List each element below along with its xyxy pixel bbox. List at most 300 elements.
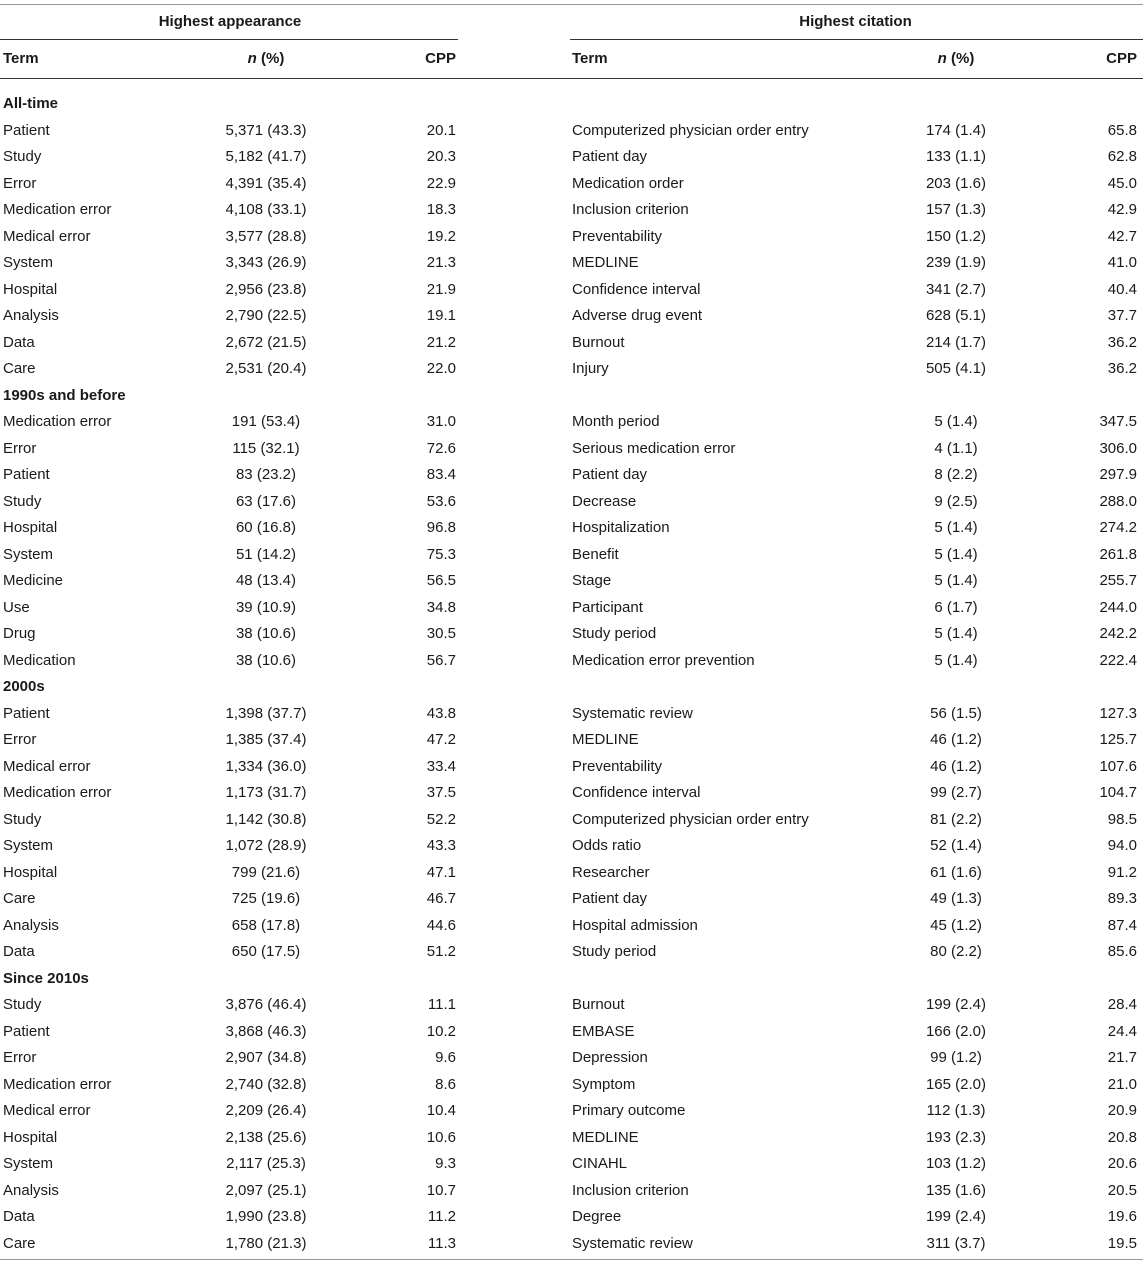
right-term-cell: Researcher (572, 864, 650, 881)
right-cpp-cell: 297.9 (1099, 466, 1137, 483)
left-cpp-cell: 47.2 (426, 731, 456, 748)
left-cpp-cell: 18.3 (426, 201, 456, 218)
left-term-cell: Analysis (3, 917, 59, 934)
left-term-cell: Hospital (3, 864, 58, 881)
left-term-cell: Data (3, 1208, 35, 1225)
left-term-cell: Study (3, 148, 42, 165)
header-highest-citation: Highest citation (799, 13, 912, 30)
n-symbol: n (937, 50, 947, 67)
right-term-cell: Inclusion criterion (572, 1182, 689, 1199)
left-term-cell: Study (3, 493, 42, 510)
right-term-cell: CINAHL (572, 1155, 628, 1172)
right-cpp-cell: 107.6 (1099, 758, 1137, 775)
left-term-cell: Patient (3, 466, 50, 483)
left-term-cell: Medical error (3, 758, 91, 775)
right-n-cell: 5 (1.4) (934, 572, 978, 589)
right-cpp-cell: 125.7 (1099, 731, 1137, 748)
column-header-term-right: Term (572, 50, 608, 67)
left-cpp-cell: 8.6 (435, 1076, 456, 1093)
right-cpp-cell: 19.5 (1107, 1235, 1137, 1252)
left-term-cell: Patient (3, 1023, 50, 1040)
table-row (0, 303, 1143, 329)
left-term-cell: Care (3, 890, 36, 907)
right-term-cell: Medication error prevention (572, 652, 755, 669)
right-n-cell: 80 (2.2) (930, 943, 982, 960)
right-term-cell: Odds ratio (572, 837, 642, 854)
right-cpp-cell: 20.5 (1107, 1182, 1137, 1199)
right-n-cell: 203 (1.6) (925, 175, 987, 192)
left-term-cell: System (3, 254, 54, 271)
right-n-cell: 81 (2.2) (930, 811, 982, 828)
left-cpp-cell: 52.2 (426, 811, 456, 828)
left-term-cell: System (3, 1155, 54, 1172)
left-term-cell: Use (3, 599, 30, 616)
table-row (0, 515, 1143, 541)
right-term-cell: Month period (572, 413, 660, 430)
left-n-cell: 3,868 (46.3) (225, 1023, 307, 1040)
right-n-cell: 5 (1.4) (934, 519, 978, 536)
column-header-n-left (166, 46, 366, 72)
percent-label: (%) (256, 50, 285, 67)
left-cpp-cell: 22.0 (426, 360, 456, 377)
right-cpp-cell: 28.4 (1107, 996, 1137, 1013)
left-cpp-cell: 96.8 (426, 519, 456, 536)
right-cpp-cell: 255.7 (1099, 572, 1137, 589)
left-term-cell: Medication error (3, 784, 112, 801)
left-n-cell: 658 (17.8) (231, 917, 301, 934)
left-n-cell: 2,790 (22.5) (225, 307, 307, 324)
right-cpp-cell: 87.4 (1107, 917, 1137, 934)
left-term-cell: Analysis (3, 307, 59, 324)
right-n-cell: 112 (1.3) (926, 1102, 986, 1119)
section-title: Since 2010s (3, 970, 89, 987)
right-n-cell: 103 (1.2) (925, 1155, 987, 1172)
left-cpp-cell: 21.9 (426, 281, 456, 298)
left-cpp-cell: 30.5 (426, 625, 456, 642)
right-n-cell: 505 (4.1) (925, 360, 987, 377)
table-row (0, 277, 1143, 303)
right-term-cell: Patient day (572, 466, 648, 483)
right-term-cell: Decrease (572, 493, 637, 510)
left-term-cell: Analysis (3, 1182, 59, 1199)
left-n-cell: 1,334 (36.0) (225, 758, 307, 775)
right-n-cell: 4 (1.1) (934, 440, 978, 457)
table-row (0, 1098, 1143, 1124)
left-term-cell: Study (3, 811, 42, 828)
table-row (0, 992, 1143, 1018)
left-n-cell: 38 (10.6) (235, 652, 297, 669)
left-term-cell: Care (3, 360, 36, 377)
left-term-cell: Hospital (3, 281, 58, 298)
left-cpp-cell: 44.6 (426, 917, 456, 934)
right-cpp-cell: 127.3 (1099, 705, 1137, 722)
left-cpp-cell: 9.6 (435, 1049, 456, 1066)
section-title: All-time (3, 95, 59, 112)
right-n-cell: 199 (2.4) (925, 996, 987, 1013)
column-header-row (0, 46, 1143, 72)
table-row (0, 595, 1143, 621)
right-term-cell: Patient day (572, 890, 648, 907)
column-header-n-right (856, 46, 1056, 72)
right-n-cell: 239 (1.9) (925, 254, 987, 271)
table-row (0, 648, 1143, 674)
left-cpp-cell: 34.8 (426, 599, 456, 616)
right-term-cell: Primary outcome (572, 1102, 686, 1119)
table-row (0, 1178, 1143, 1204)
right-cpp-cell: 347.5 (1099, 413, 1137, 430)
table-row (0, 1019, 1143, 1045)
left-cpp-cell: 37.5 (426, 784, 456, 801)
right-cpp-cell: 65.8 (1107, 122, 1137, 139)
right-cpp-cell: 242.2 (1099, 625, 1137, 642)
table-row (0, 913, 1143, 939)
right-n-cell: 157 (1.3) (925, 201, 987, 218)
right-cpp-cell: 19.6 (1107, 1208, 1137, 1225)
left-term-cell: Medical error (3, 1102, 91, 1119)
left-n-cell: 2,907 (34.8) (225, 1049, 307, 1066)
left-term-cell: Care (3, 1235, 36, 1252)
right-cpp-cell: 20.6 (1107, 1155, 1137, 1172)
right-term-cell: Confidence interval (572, 784, 701, 801)
right-cpp-cell: 41.0 (1107, 254, 1137, 271)
table-row (0, 224, 1143, 250)
table-row (0, 197, 1143, 223)
left-term-cell: Drug (3, 625, 36, 642)
right-n-cell: 5 (1.4) (934, 546, 978, 563)
right-term-cell: Depression (572, 1049, 648, 1066)
right-cpp-cell: 45.0 (1107, 175, 1137, 192)
left-cpp-cell: 51.2 (426, 943, 456, 960)
right-n-cell: 45 (1.2) (930, 917, 982, 934)
left-n-cell: 3,577 (28.8) (225, 228, 307, 245)
table-row (0, 250, 1143, 276)
right-n-cell: 135 (1.6) (925, 1182, 987, 1199)
table-row (0, 330, 1143, 356)
left-term-cell: Medicine (3, 572, 64, 589)
left-cpp-cell: 33.4 (426, 758, 456, 775)
right-n-cell: 56 (1.5) (930, 705, 982, 722)
left-cpp-cell: 11.1 (427, 996, 456, 1013)
percent-label: (%) (946, 50, 975, 67)
left-cpp-cell: 11.2 (427, 1208, 456, 1225)
left-n-cell: 3,876 (46.4) (225, 996, 307, 1013)
right-cpp-cell: 21.7 (1107, 1049, 1137, 1066)
left-n-cell: 4,108 (33.1) (225, 201, 307, 218)
left-term-cell: Medication error (3, 1076, 112, 1093)
left-cpp-cell: 72.6 (426, 440, 456, 457)
left-cpp-cell: 56.5 (426, 572, 456, 589)
left-term-cell: Medication error (3, 201, 112, 218)
table-row (0, 1231, 1143, 1257)
right-n-cell: 174 (1.4) (925, 122, 987, 139)
right-n-cell: 214 (1.7) (925, 334, 987, 351)
left-n-cell: 4,391 (35.4) (225, 175, 307, 192)
section-title-row (0, 91, 1143, 117)
header-rule (0, 78, 1143, 79)
right-n-cell: 5 (1.4) (934, 652, 978, 669)
right-cpp-cell: 62.8 (1107, 148, 1137, 165)
right-term-cell: Hospitalization (572, 519, 670, 536)
table-row (0, 489, 1143, 515)
table-row (0, 1125, 1143, 1151)
left-term-cell: Error (3, 1049, 37, 1066)
table-row (0, 780, 1143, 806)
table-row (0, 171, 1143, 197)
right-n-cell: 99 (1.2) (930, 1049, 982, 1066)
left-cpp-cell: 21.3 (426, 254, 456, 271)
left-n-cell: 725 (19.6) (231, 890, 301, 907)
table-row (0, 568, 1143, 594)
left-n-cell: 5,371 (43.3) (225, 122, 307, 139)
right-cpp-cell: 89.3 (1107, 890, 1137, 907)
right-term-cell: Inclusion criterion (572, 201, 689, 218)
right-term-cell: Burnout (572, 996, 625, 1013)
section-title: 2000s (3, 678, 45, 695)
left-cpp-cell: 19.1 (426, 307, 456, 324)
right-term-cell: Adverse drug event (572, 307, 703, 324)
right-n-cell: 5 (1.4) (934, 413, 978, 430)
left-n-cell: 1,385 (37.4) (225, 731, 307, 748)
right-term-cell: Study period (572, 943, 657, 960)
left-cpp-cell: 31.0 (426, 413, 456, 430)
left-cpp-cell: 19.2 (426, 228, 456, 245)
table-row (0, 1204, 1143, 1230)
left-cpp-cell: 75.3 (426, 546, 456, 563)
right-cpp-cell: 98.5 (1107, 811, 1137, 828)
right-term-cell: Computerized physician order entry (572, 122, 809, 139)
table-row (0, 144, 1143, 170)
right-n-cell: 6 (1.7) (934, 599, 978, 616)
left-term-cell: System (3, 546, 54, 563)
left-cpp-cell: 9.3 (435, 1155, 456, 1172)
table-row (0, 356, 1143, 382)
table-row (0, 1045, 1143, 1071)
table-row (0, 754, 1143, 780)
right-n-cell: 46 (1.2) (930, 731, 982, 748)
left-n-cell: 1,142 (30.8) (225, 811, 307, 828)
left-n-cell: 3,343 (26.9) (225, 254, 307, 271)
left-term-cell: Hospital (3, 519, 58, 536)
left-term-cell: Medication (3, 652, 76, 669)
left-n-cell: 1,398 (37.7) (225, 705, 307, 722)
left-n-cell: 2,117 (25.3) (226, 1155, 306, 1172)
left-n-cell: 2,097 (25.1) (225, 1182, 307, 1199)
left-n-cell: 1,173 (31.7) (225, 784, 307, 801)
left-term-cell: Data (3, 943, 35, 960)
left-term-cell: Patient (3, 705, 50, 722)
right-n-cell: 199 (2.4) (925, 1208, 987, 1225)
right-term-cell: Serious medication error (572, 440, 736, 457)
left-term-cell: Medical error (3, 228, 91, 245)
right-cpp-cell: 94.0 (1107, 837, 1137, 854)
left-n-cell: 5,182 (41.7) (225, 148, 307, 165)
right-cpp-cell: 85.6 (1107, 943, 1137, 960)
right-cpp-cell: 24.4 (1107, 1023, 1137, 1040)
left-cpp-cell: 43.3 (426, 837, 456, 854)
left-n-cell: 2,740 (32.8) (225, 1076, 307, 1093)
right-cpp-cell: 36.2 (1107, 360, 1137, 377)
bottom-rule (0, 1259, 1143, 1260)
right-term-cell: Study period (572, 625, 657, 642)
left-cpp-cell: 53.6 (426, 493, 456, 510)
right-cpp-cell: 42.9 (1107, 201, 1137, 218)
right-term-cell: Injury (572, 360, 609, 377)
left-n-cell: 2,531 (20.4) (225, 360, 307, 377)
right-n-cell: 311 (3.7) (926, 1235, 986, 1252)
left-cpp-cell: 56.7 (426, 652, 456, 669)
table-row (0, 621, 1143, 647)
left-term-cell: Study (3, 996, 42, 1013)
right-n-cell: 49 (1.3) (930, 890, 982, 907)
right-cpp-cell: 244.0 (1099, 599, 1137, 616)
right-term-cell: Computerized physician order entry (572, 811, 809, 828)
right-cpp-cell: 36.2 (1107, 334, 1137, 351)
table-row (0, 1072, 1143, 1098)
left-n-cell: 48 (13.4) (235, 572, 297, 589)
table-row (0, 542, 1143, 568)
right-n-cell: 150 (1.2) (925, 228, 987, 245)
right-term-cell: Confidence interval (572, 281, 701, 298)
left-n-cell: 1,072 (28.9) (225, 837, 307, 854)
table-row (0, 409, 1143, 435)
left-term-cell: Error (3, 175, 37, 192)
right-n-cell: 628 (5.1) (925, 307, 987, 324)
right-term-cell: Stage (572, 572, 612, 589)
table-row (0, 886, 1143, 912)
left-n-cell: 39 (10.9) (235, 599, 297, 616)
right-n-cell: 46 (1.2) (930, 758, 982, 775)
left-n-cell: 799 (21.6) (231, 864, 301, 881)
table-row (0, 727, 1143, 753)
right-term-cell: Burnout (572, 334, 625, 351)
left-cpp-cell: 10.2 (426, 1023, 456, 1040)
table-row (0, 833, 1143, 859)
left-n-cell: 1,780 (21.3) (225, 1235, 307, 1252)
right-n-cell: 99 (2.7) (930, 784, 982, 801)
left-term-cell: Medication error (3, 413, 112, 430)
section-title: 1990s and before (3, 387, 126, 404)
table-row (0, 939, 1143, 965)
right-term-cell: Medication order (572, 175, 684, 192)
right-term-cell: MEDLINE (572, 731, 639, 748)
right-term-cell: MEDLINE (572, 1129, 639, 1146)
left-n-cell: 2,956 (23.8) (225, 281, 307, 298)
section-title-row (0, 383, 1143, 409)
right-term-cell: Systematic review (572, 705, 693, 722)
right-cpp-cell: 91.2 (1107, 864, 1137, 881)
section-title-row (0, 966, 1143, 992)
table-row (0, 1151, 1143, 1177)
right-cpp-cell: 20.8 (1107, 1129, 1137, 1146)
left-cpp-cell: 20.1 (426, 122, 456, 139)
right-n-cell: 165 (2.0) (925, 1076, 987, 1093)
right-cpp-cell: 261.8 (1099, 546, 1137, 563)
right-term-cell: Participant (572, 599, 643, 616)
left-n-cell: 51 (14.2) (235, 546, 297, 563)
section-title-row (0, 674, 1143, 700)
right-n-cell: 52 (1.4) (930, 837, 982, 854)
left-term-cell: Patient (3, 122, 50, 139)
left-n-cell: 63 (17.6) (235, 493, 297, 510)
right-n-cell: 193 (2.3) (925, 1129, 987, 1146)
table-row (0, 118, 1143, 144)
right-cpp-cell: 306.0 (1099, 440, 1137, 457)
left-cpp-cell: 22.9 (426, 175, 456, 192)
left-n-cell: 1,990 (23.8) (225, 1208, 307, 1225)
left-term-cell: System (3, 837, 54, 854)
right-cpp-cell: 222.4 (1099, 652, 1137, 669)
column-header-cpp-left: CPP (425, 50, 456, 67)
column-header-cpp-right: CPP (1106, 50, 1137, 67)
left-cpp-cell: 43.8 (426, 705, 456, 722)
right-term-cell: Benefit (572, 546, 619, 563)
left-n-cell: 2,672 (21.5) (225, 334, 307, 351)
left-cpp-cell: 10.6 (426, 1129, 456, 1146)
right-cpp-cell: 288.0 (1099, 493, 1137, 510)
right-group-rule (570, 39, 1143, 40)
left-term-cell: Hospital (3, 1129, 58, 1146)
left-n-cell: 191 (53.4) (231, 413, 301, 430)
right-n-cell: 61 (1.6) (930, 864, 982, 881)
right-n-cell: 133 (1.1) (925, 148, 987, 165)
left-cpp-cell: 20.3 (426, 148, 456, 165)
left-term-cell: Error (3, 731, 37, 748)
left-term-cell: Data (3, 334, 35, 351)
left-cpp-cell: 10.4 (426, 1102, 456, 1119)
right-cpp-cell: 274.2 (1099, 519, 1137, 536)
table-row (0, 807, 1143, 833)
right-term-cell: Hospital admission (572, 917, 698, 934)
top-rule (0, 4, 1143, 5)
left-cpp-cell: 47.1 (426, 864, 456, 881)
left-term-cell: Error (3, 440, 37, 457)
header-highest-appearance: Highest appearance (158, 13, 302, 30)
right-cpp-cell: 37.7 (1107, 307, 1137, 324)
right-cpp-cell: 20.9 (1107, 1102, 1137, 1119)
left-n-cell: 2,138 (25.6) (225, 1129, 307, 1146)
left-n-cell: 38 (10.6) (235, 625, 297, 642)
right-cpp-cell: 42.7 (1107, 228, 1137, 245)
right-n-cell: 341 (2.7) (925, 281, 987, 298)
left-cpp-cell: 46.7 (426, 890, 456, 907)
right-term-cell: Preventability (572, 228, 663, 245)
right-n-cell: 9 (2.5) (934, 493, 978, 510)
right-term-cell: Systematic review (572, 1235, 693, 1252)
table-row (0, 701, 1143, 727)
left-n-cell: 2,209 (26.4) (225, 1102, 307, 1119)
right-term-cell: EMBASE (572, 1023, 635, 1040)
left-cpp-cell: 21.2 (426, 334, 456, 351)
left-n-cell: 60 (16.8) (235, 519, 297, 536)
left-n-cell: 115 (32.1) (232, 440, 300, 457)
left-group-rule (0, 39, 458, 40)
right-term-cell: Preventability (572, 758, 663, 775)
right-cpp-cell: 104.7 (1099, 784, 1137, 801)
left-cpp-cell: 83.4 (426, 466, 456, 483)
table-row (0, 860, 1143, 886)
right-cpp-cell: 40.4 (1107, 281, 1137, 298)
left-cpp-cell: 11.3 (427, 1235, 456, 1252)
table-row (0, 436, 1143, 462)
right-n-cell: 5 (1.4) (934, 625, 978, 642)
right-term-cell: Patient day (572, 148, 648, 165)
column-header-term-left: Term (3, 50, 39, 67)
table-row (0, 462, 1143, 488)
left-n-cell: 83 (23.2) (235, 466, 297, 483)
right-n-cell: 166 (2.0) (925, 1023, 987, 1040)
right-term-cell: Symptom (572, 1076, 636, 1093)
right-n-cell: 8 (2.2) (934, 466, 978, 483)
